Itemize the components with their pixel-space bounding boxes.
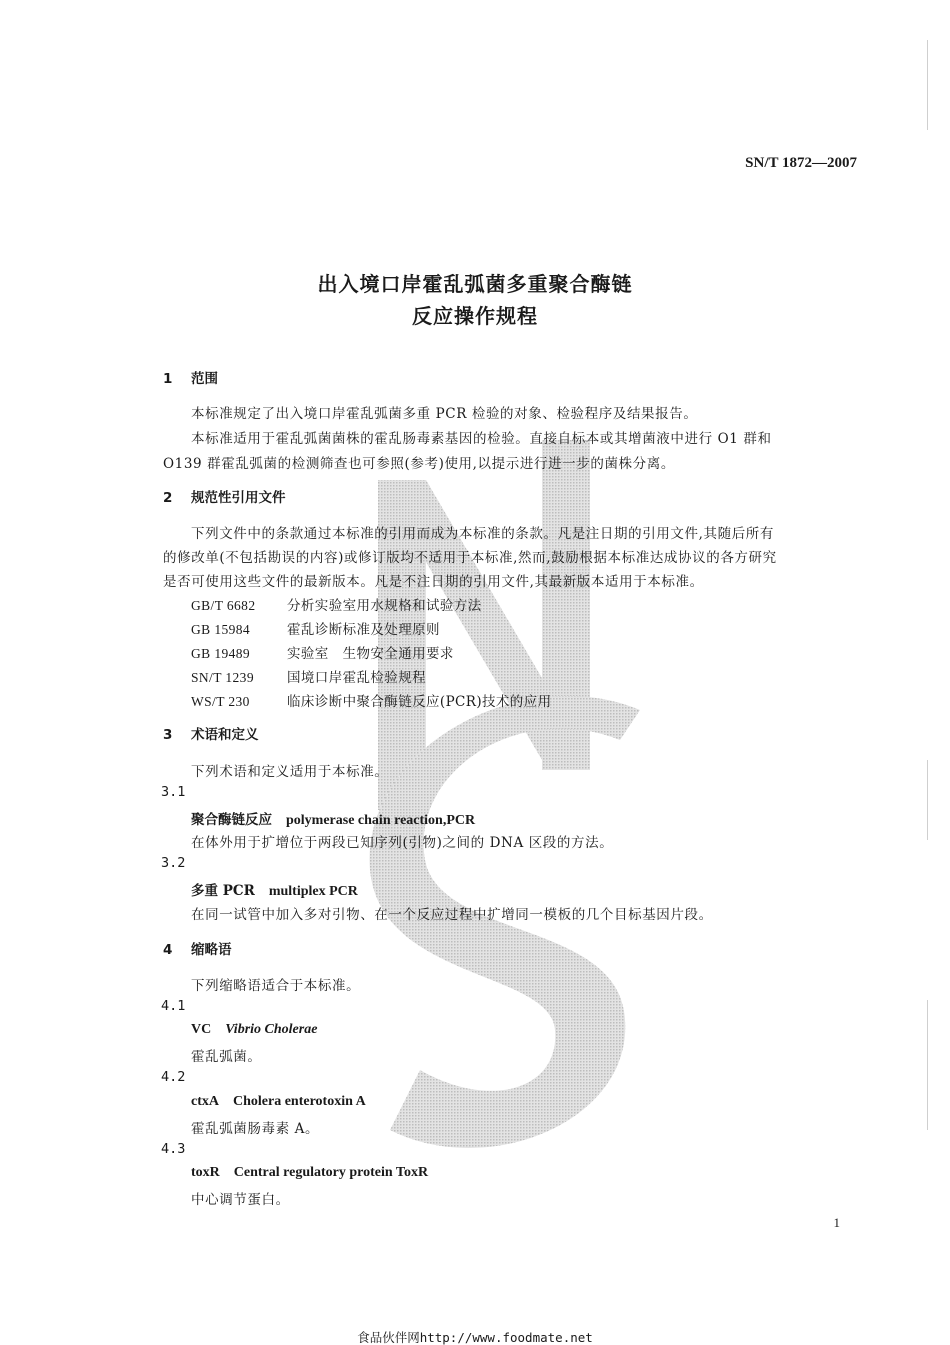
reference-item: WS/T 230 临床诊断中聚合酶链反应(PCR)技术的应用 xyxy=(191,694,552,710)
document-title-line2: 反应操作规程 xyxy=(412,304,538,328)
section-3-intro: 下列术语和定义适用于本标准。 xyxy=(191,764,389,780)
clause-number: 4.1 xyxy=(161,998,186,1014)
section-2-paragraph-b: 的修改单(不包括勘误的内容)或修订版均不适用于本标准,然而,鼓励根据本标准达成协议的各方研究 xyxy=(163,550,777,566)
section-1-heading: 1 范围 xyxy=(163,371,218,387)
clause-number: 3.1 xyxy=(161,784,186,800)
term-definition: 在同一试管中加入多对引物、在一个反应过程中扩增同一模板的几个目标基因片段。 xyxy=(191,907,713,923)
section-1-paragraph-1: 本标准规定了出入境口岸霍乱弧菌多重 PCR 检验的对象、检验程序及结果报告。 xyxy=(191,406,698,422)
section-2-paragraph-a: 下列文件中的条款通过本标准的引用而成为本标准的条款。凡是注日期的引用文件,其随后所有 xyxy=(191,526,774,542)
abbreviation-definition: 霍乱弧菌肠毒素 A。 xyxy=(191,1121,320,1137)
term-entry: 聚合酶链反应 polymerase chain reaction,PCR xyxy=(191,812,476,828)
margin-rule xyxy=(927,760,928,840)
document-title-line1: 出入境口岸霍乱弧菌多重聚合酶链 xyxy=(317,272,633,296)
standard-code: SN/T 1872—2007 xyxy=(745,155,857,171)
abbreviation-entry: ctxA Cholera enterotoxin A xyxy=(191,1094,366,1109)
section-2-paragraph-c: 是否可使用这些文件的最新版本。凡是不注日期的引用文件,其最新版本适用于本标准。 xyxy=(163,574,704,590)
clause-number: 4.2 xyxy=(161,1069,186,1085)
section-3-heading: 3 术语和定义 xyxy=(163,727,259,743)
term-definition: 在体外用于扩增位于两段已知序列(引物)之间的 DNA 区段的方法。 xyxy=(191,835,614,851)
abbreviation-definition: 霍乱弧菌。 xyxy=(191,1049,262,1065)
reference-item: GB/T 6682 分析实验室用水规格和试验方法 xyxy=(191,598,482,614)
abbreviation-entry: toxR Central regulatory protein ToxR xyxy=(191,1165,429,1180)
section-4-heading: 4 缩略语 xyxy=(163,942,232,958)
margin-rule xyxy=(927,1000,928,1130)
reference-item: GB 19489 实验室 生物安全通用要求 xyxy=(191,646,454,662)
clause-number: 3.2 xyxy=(161,855,186,871)
clause-number: 4.3 xyxy=(161,1141,186,1157)
section-4-intro: 下列缩略语适合于本标准。 xyxy=(191,978,361,994)
abbreviation-definition: 中心调节蛋白。 xyxy=(191,1192,290,1208)
section-1-paragraph-2a: 本标准适用于霍乱弧菌菌株的霍乱肠毒素基因的检验。直接自标本或其增菌液中进行 O1 群和 xyxy=(191,431,772,447)
page-number: 1 xyxy=(833,1215,840,1230)
reference-item: GB 15984 霍乱诊断标准及处理原则 xyxy=(191,622,440,638)
reference-item: SN/T 1239 国境口岸霍乱检验规程 xyxy=(191,670,426,686)
abbreviation-entry: VC Vibrio Cholerae xyxy=(191,1022,318,1037)
section-2-heading: 2 规范性引用文件 xyxy=(163,490,286,506)
section-1-paragraph-2b: O139 群霍乱弧菌的检测筛查也可参照(参考)使用,以提示进行进一步的菌株分离。 xyxy=(163,456,675,472)
margin-rule xyxy=(927,40,928,130)
footer-source: 食品伙伴网http://www.foodmate.net xyxy=(357,1330,593,1345)
term-entry: 多重 PCR multiplex PCR xyxy=(191,883,358,899)
